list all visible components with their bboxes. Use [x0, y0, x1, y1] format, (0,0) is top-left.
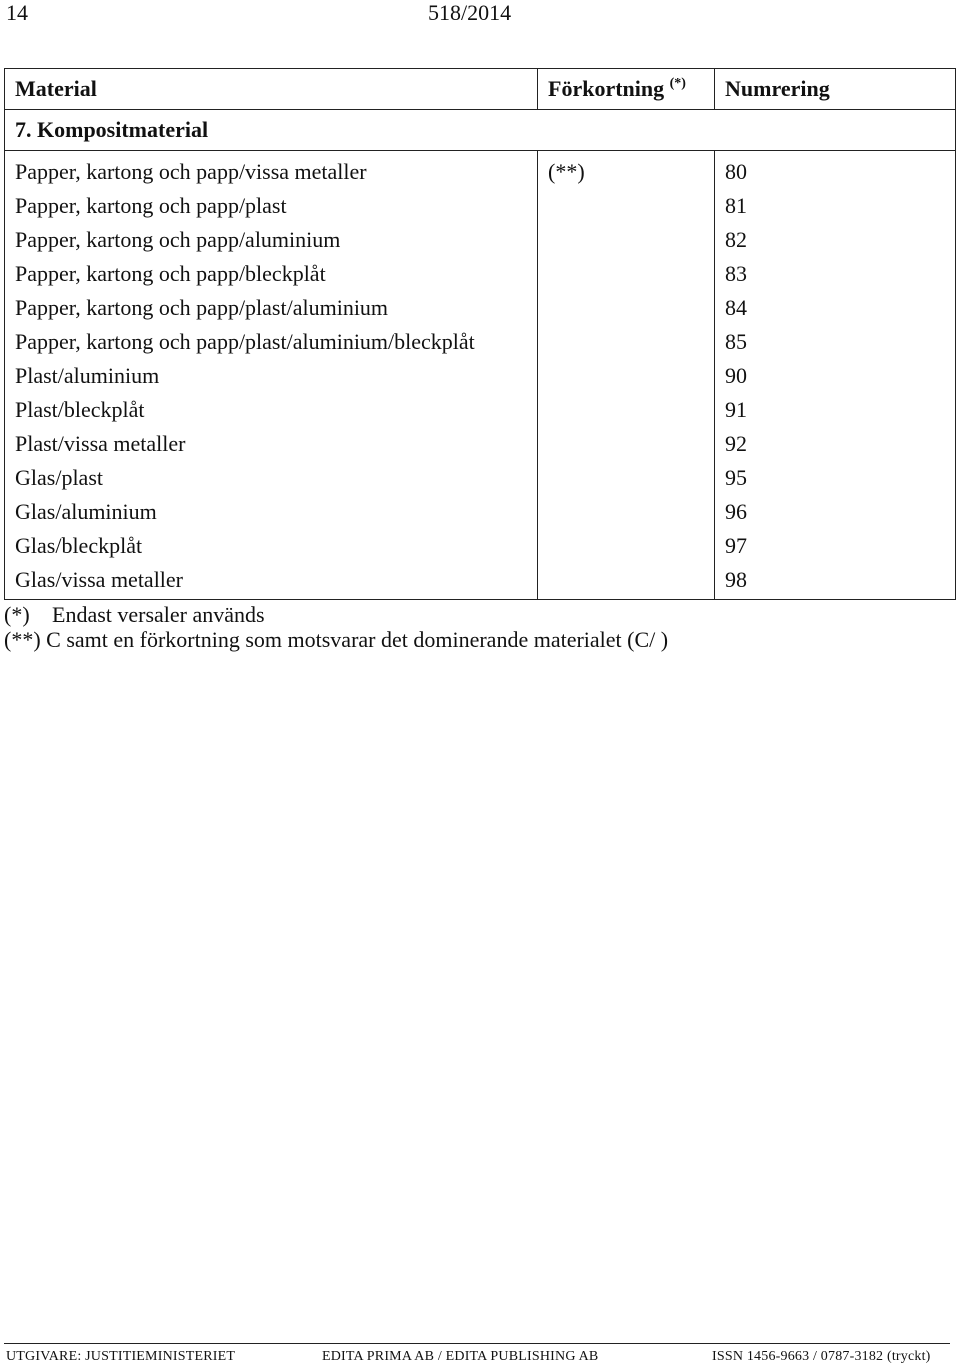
cell-abbreviation	[538, 461, 715, 495]
cell-number: 80	[715, 151, 956, 190]
cell-material: Papper, kartong och papp/plast/aluminium/bleckplåt	[5, 325, 538, 359]
footnote-text: Endast versaler används	[52, 602, 265, 627]
cell-number: 83	[715, 257, 956, 291]
cell-material: Glas/plast	[5, 461, 538, 495]
footnote	[4, 627, 668, 652]
cell-abbreviation	[538, 427, 715, 461]
cell-material: Glas/aluminium	[5, 495, 538, 529]
cell-number: 95	[715, 461, 956, 495]
cell-material: Papper, kartong och papp/aluminium	[5, 223, 538, 257]
table-row	[5, 461, 956, 495]
cell-abbreviation	[538, 257, 715, 291]
cell-material: Plast/bleckplåt	[5, 393, 538, 427]
table-row	[5, 151, 956, 190]
cell-number: 90	[715, 359, 956, 393]
cell-number: 92	[715, 427, 956, 461]
footer-printer: EDITA PRIMA AB / EDITA PUBLISHING AB	[322, 1349, 599, 1364]
cell-abbreviation: (**)	[538, 151, 715, 190]
footer-publisher: UTGIVARE: JUSTITIEMINISTERIET	[6, 1349, 236, 1364]
header-material: Material	[5, 69, 538, 110]
cell-abbreviation	[538, 291, 715, 325]
table-header-row	[5, 69, 956, 110]
footnote-text: C samt en förkortning som motsvarar det dominerande materialet (C/ )	[46, 627, 669, 652]
cell-material: Papper, kartong och papp/plast	[5, 189, 538, 223]
table-row	[5, 427, 956, 461]
cell-material: Plast/aluminium	[5, 359, 538, 393]
cell-material: Papper, kartong och papp/bleckplåt	[5, 257, 538, 291]
cell-abbreviation	[538, 529, 715, 563]
table-row	[5, 529, 956, 563]
footnote	[4, 602, 668, 627]
footnote-mark: (**)	[4, 627, 41, 652]
cell-number: 85	[715, 325, 956, 359]
page-number: 14	[6, 0, 28, 25]
cell-abbreviation	[538, 223, 715, 257]
cell-abbreviation	[538, 189, 715, 223]
table-row	[5, 189, 956, 223]
header-abbreviation-footnote-mark: (*)	[669, 76, 686, 91]
table-row	[5, 223, 956, 257]
cell-abbreviation	[538, 495, 715, 529]
table-row	[5, 393, 956, 427]
cell-abbreviation	[538, 393, 715, 427]
table-row	[5, 359, 956, 393]
cell-material: Papper, kartong och papp/plast/aluminium	[5, 291, 538, 325]
cell-number: 91	[715, 393, 956, 427]
table-row	[5, 257, 956, 291]
cell-number: 96	[715, 495, 956, 529]
cell-material: Papper, kartong och papp/vissa metaller	[5, 151, 538, 190]
table-row	[5, 563, 956, 600]
cell-number: 84	[715, 291, 956, 325]
footnotes	[4, 602, 668, 652]
cell-material: Glas/vissa metaller	[5, 563, 538, 600]
header-number: Numrering	[715, 69, 956, 110]
cell-material: Plast/vissa metaller	[5, 427, 538, 461]
cell-number: 97	[715, 529, 956, 563]
header-abbreviation: Förkortning (*)	[538, 69, 715, 110]
cell-abbreviation	[538, 359, 715, 393]
table-row	[5, 325, 956, 359]
section-title: 7. Kompositmaterial	[5, 110, 956, 151]
footer-divider	[4, 1343, 950, 1344]
table-row	[5, 495, 956, 529]
footer-issn: ISSN 1456-9663 / 0787-3182 (tryckt)	[712, 1349, 931, 1364]
table-row	[5, 291, 956, 325]
table-body	[5, 151, 956, 600]
cell-number: 81	[715, 189, 956, 223]
cell-number: 98	[715, 563, 956, 600]
cell-abbreviation	[538, 325, 715, 359]
footnote-mark: (*)	[4, 602, 30, 627]
cell-number: 82	[715, 223, 956, 257]
document-reference: 518/2014	[428, 0, 512, 25]
materials-table	[4, 68, 956, 600]
cell-abbreviation	[538, 563, 715, 600]
cell-material: Glas/bleckplåt	[5, 529, 538, 563]
section-row	[5, 110, 956, 151]
